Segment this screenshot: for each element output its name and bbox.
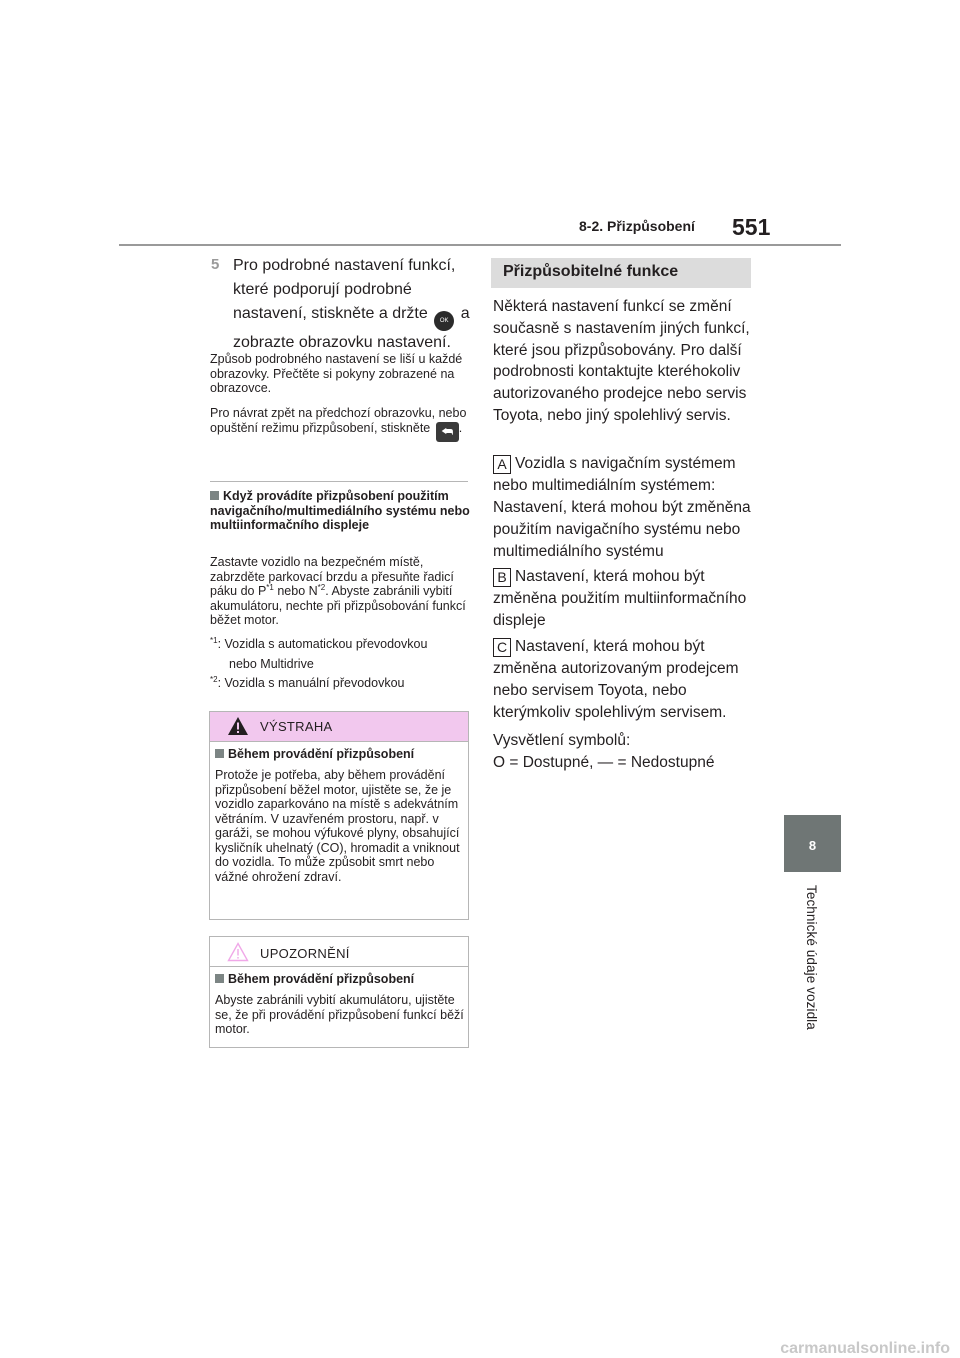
subsection-body-part2: nebo N: [273, 584, 318, 598]
item-b-text: Nastavení, která mohou být změněna použitím multiinformačního displeje: [493, 568, 747, 629]
item-b: [493, 566, 758, 632]
subsection-heading: [210, 489, 472, 533]
step-number: 5: [211, 256, 220, 273]
footnote-1-cont: nebo Multidrive: [229, 657, 314, 671]
caution-subtitle: [215, 972, 465, 987]
square-bullet-icon: [210, 491, 219, 500]
caution-divider: [210, 966, 468, 967]
note-return-end: .: [458, 420, 463, 435]
caution-box: [209, 936, 469, 1048]
subsection-body-part3: . Abyste zabránili vybití akumulátoru, nechte při přizpůsobování funkcí běžet motor.: [210, 584, 466, 627]
page-number: 551: [732, 214, 771, 240]
warning-header: [210, 712, 468, 741]
item-c: [493, 636, 758, 724]
caution-triangle-icon: [227, 942, 249, 962]
subsection-body-part1: Zastavte vozidlo na bezpečném místě, zabrzděte parkovací brzdu a přesuňte řadicí páku do P: [210, 555, 454, 598]
note-return: [210, 406, 472, 442]
warning-divider: [210, 741, 468, 742]
footnote-2-mark: *2: [210, 674, 218, 684]
watermark: carmanualsonline.info: [780, 1340, 950, 1357]
footnote-1-mark: *1: [210, 635, 218, 645]
warning-title: VÝSTRAHA: [260, 719, 333, 734]
warning-box: [209, 711, 469, 920]
warning-subtitle-text: Během provádění přizpůsobení: [228, 747, 415, 761]
item-a-text: Vozidla s navigačním systémem nebo multimediálním systémem: Nastavení, která mohou být změněna použitím navigačního systému nebo multimediálního systému: [493, 455, 751, 560]
footnote-1: [210, 637, 472, 652]
legend-text: O = Dostupné, — = Nedostupné: [493, 754, 715, 771]
section-heading-text: Přizpůsobitelné funkce: [503, 263, 679, 280]
subsection-body: [210, 555, 472, 628]
caution-body: Abyste zabránili vybití akumulátoru, ujistěte se, že při provádění přizpůsobení funkcí běží motor.: [215, 993, 464, 1036]
step-text-after: a zobrazte obrazovku nastavení.: [233, 305, 470, 351]
footnote-ref-1: *1: [266, 582, 274, 592]
step-text: [233, 254, 473, 355]
warning-body: Protože je potřeba, aby během provádění přizpůsobení běžel motor, ujistěte se, že je vozidlo zaparkováno na místě s adekvátním větráním. V uzavřeném prostoru, např. v garáži, se mohou výfukové plyny, obsahující kysličník uhelnatý (CO), hromadit a vniknout do vozidla. To může způsobit smrt nebo vážné ohrožení zdraví.: [215, 768, 460, 884]
caution-subtitle-text: Během provádění přizpůsobení: [228, 972, 415, 986]
header-rule: [119, 244, 841, 246]
note-detail-settings: Způsob podrobného nastavení se liší u každé obrazovky. Přečtěte si pokyny zobrazené na obrazovce.: [210, 352, 463, 395]
label-b: B: [493, 568, 511, 587]
footnote-ref-2: *2: [317, 582, 326, 592]
footer: [0, 1340, 960, 1358]
chapter-tab-title: Technické údaje vozidla: [804, 885, 819, 1030]
ok-button-icon: OK: [434, 311, 454, 331]
divider: [210, 481, 468, 482]
footnote-2: [210, 676, 472, 691]
label-a: A: [493, 455, 511, 474]
section-title: 8-2. Přizpůsobení: [579, 218, 695, 234]
legend-title: Vysvětlení symbolů:: [493, 732, 631, 749]
item-a: [493, 453, 758, 563]
warning-triangle-icon: [227, 716, 249, 736]
chapter-tab-number: 8: [808, 838, 817, 853]
note-return-text: Pro návrat zpět na předchozí obrazovku, nebo opuštění režimu přizpůsobení, stiskněte: [210, 406, 467, 435]
square-bullet-icon: [215, 974, 224, 983]
square-bullet-icon: [215, 749, 224, 758]
label-c: C: [493, 638, 511, 657]
caution-title: UPOZORNĚNÍ: [260, 946, 350, 961]
intro-paragraph: Některá nastavení funkcí se změní současně s nastavením jiných funkcí, které jsou přizpůsobovány. Pro další podrobnosti kontaktujte kteréhokoliv autorizovaného prodejce nebo servis Toyota, nebo jiný spolehlivý servis.: [493, 298, 750, 424]
footnote-2-text: : Vozidla s manuální převodovkou: [217, 676, 405, 690]
warning-subtitle: [215, 747, 465, 762]
back-button-icon: ⮪: [436, 422, 459, 442]
subsection-heading-text: Když provádíte přizpůsobení použitím navigačního/multimediálního systému nebo multiinformačního displeje: [210, 489, 470, 532]
step-text-before: Pro podrobné nastavení funkcí, které podporují podrobné nastavení, stiskněte a držte: [233, 257, 456, 322]
item-c-text: Nastavení, která mohou být změněna autorizovaným prodejcem nebo servisem Toyota, nebo kterýmkoliv spolehlivým servisem.: [493, 638, 739, 721]
section-heading: [491, 258, 751, 288]
step-5: [211, 254, 473, 355]
footnote-1-text: : Vozidla s automatickou převodovkou: [217, 637, 428, 651]
